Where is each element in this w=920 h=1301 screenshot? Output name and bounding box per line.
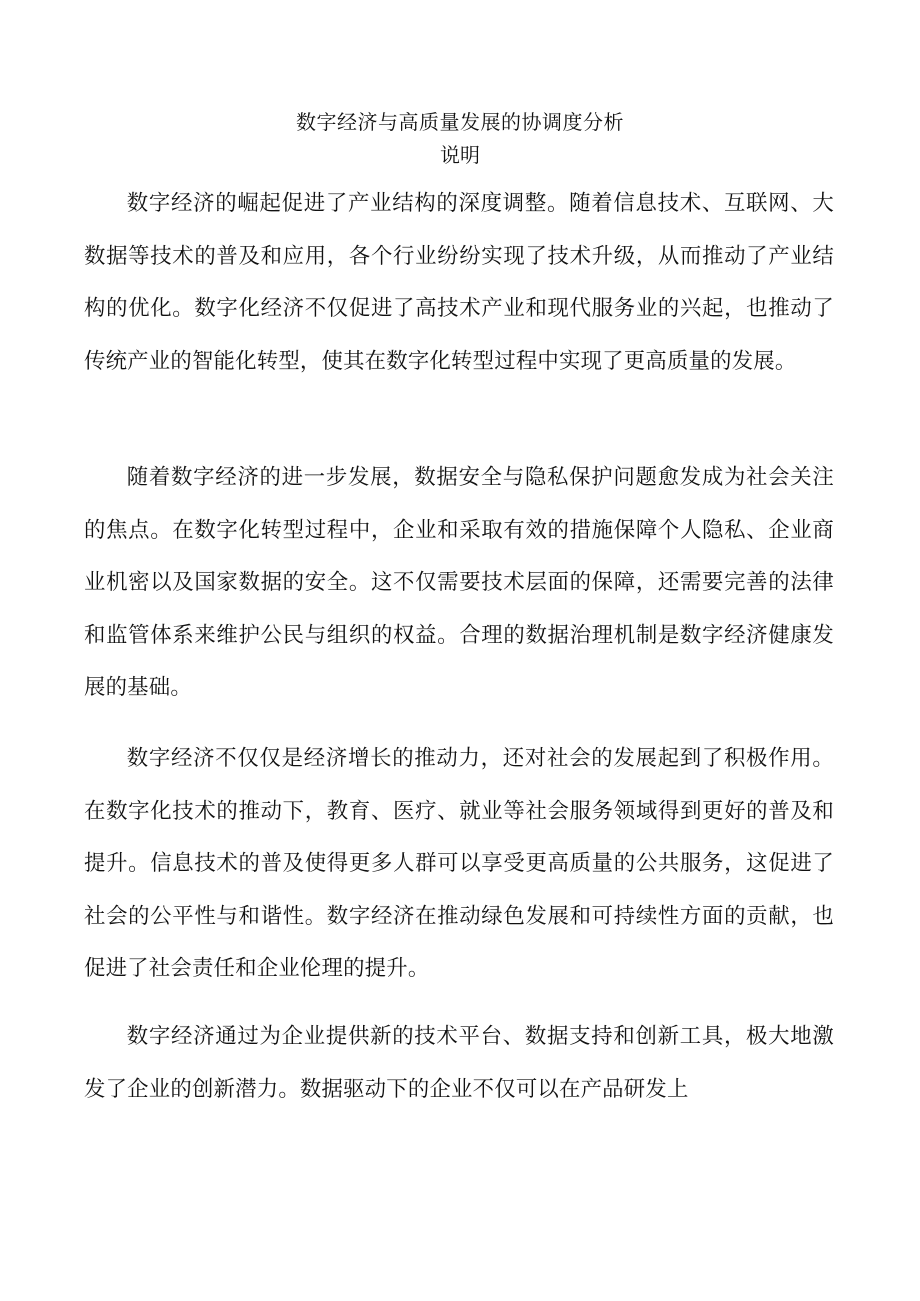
body-paragraph-1: 数字经济的崛起促进了产业结构的深度调整。随着信息技术、互联网、大数据等技术的普及和应用，各个行业纷纷实现了技术升级，从而推动了产业结构的优化。数字化经济不仅促进了高技术产业和现代服务业的兴起，也推动了传统产业的智能化转型，使其在数字化转型过程中实现了更高质量的发展。 xyxy=(84,191,834,374)
body-paragraph-2: 随着数字经济的进一步发展，数据安全与隐私保护问题愈发成为社会关注的焦点。在数字化转型过程中，企业和采取有效的措施保障个人隐私、企业商业机密以及国家数据的安全。这不仅需要技术层面的保障，还需要完善的法律和监管体系来维护公民与组织的权益。合理的数据治理机制是数字经济健康发展的基础。 xyxy=(84,465,834,700)
document-title: 数字经济与高质量发展的协调度分析 xyxy=(296,110,624,134)
body-paragraph-4: 数字经济通过为企业提供新的技术平台、数据支持和创新工具，极大地激发了企业的创新潜力。数据驱动下的企业不仅可以在产品研发上 xyxy=(84,1024,834,1102)
body-paragraph-3: 数字经济不仅仅是经济增长的推动力，还对社会的发展起到了积极作用。在数字化技术的推动下，教育、医疗、就业等社会服务领域得到更好的普及和提升。信息技术的普及使得更多人群可以享受更高质量的公共服务，这促进了社会的公平性与和谐性。数字经济在推动绿色发展和可持续性方面的贡献，也促进了社会责任和企业伦理的提升。 xyxy=(84,746,834,981)
document-subtitle: 说明 xyxy=(440,143,480,167)
